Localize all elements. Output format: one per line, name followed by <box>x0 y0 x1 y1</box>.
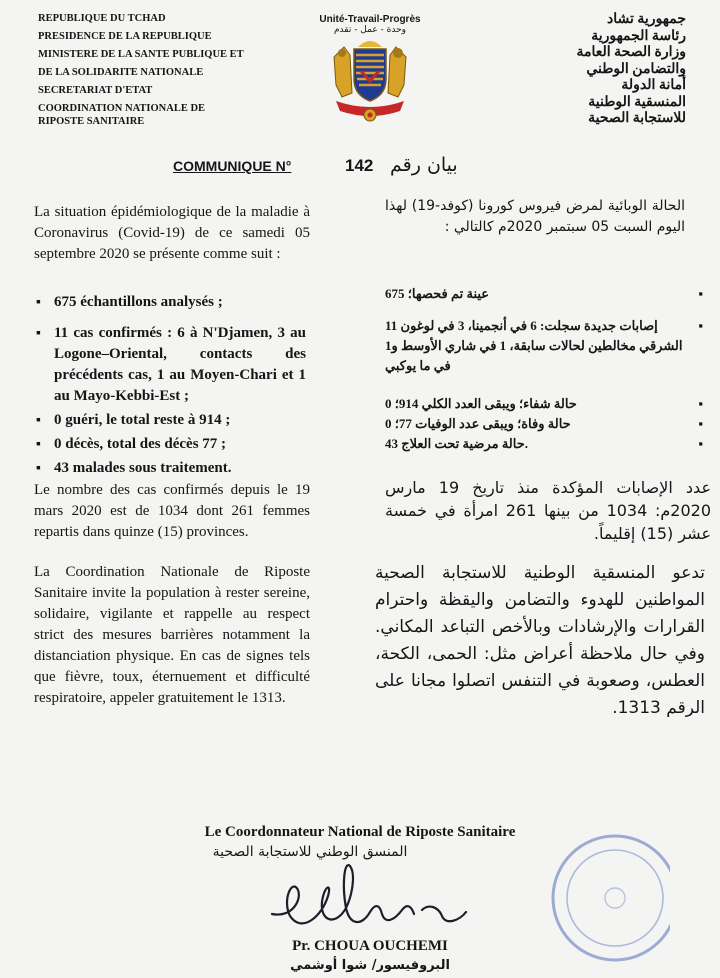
list-item: ▪ 0 guéri, le total reste à 914 ; <box>34 410 306 431</box>
list-item: ▪ 11 إصابات جديدة سجلت: 6 في أنجمينا، 3 في لوغون الشرقي مخالطين لحالات سابقة، 1 في شاري الأوسط و1 في ما يوكبي <box>385 316 703 376</box>
signatory-title-ar: المنسق الوطني للاستجابة الصحية <box>212 844 408 860</box>
header-fr-line: SECRETARIAT D'ETAT <box>38 85 153 97</box>
list-item: ▪ 11 cas confirmés : 6 à N'Djamen, 3 au Logone–Oriental, contacts des précédents cas, 1 au Moyen-Chari et 1 au Mayo-Kebbi-Est ; <box>34 323 306 407</box>
communique-number: 142 <box>345 156 374 175</box>
ar-intro: الحالة الوبائية لمرض فيروس كورونا (كوفد-19) لهذا اليوم السبت 05 سبتمبر 2020م كالتالي : <box>385 198 685 235</box>
signatory-title: Le Coordonnateur National de Riposte Sanitaire <box>204 824 516 840</box>
header-ar-line: رئاسة الجمهورية <box>591 28 686 44</box>
fr-appeal: La Coordination Nationale de Riposte Sanitaire invite la population à rester sereine, solidaire, vigilante et rappelle au respect strict des mesures barrières notamment la distanciation physique. En cas de signes tels que fièvre, toux, éternuement et difficulté respiratoire, appeler gratuitement le 1313. <box>34 564 310 706</box>
fr-stats-list <box>34 292 306 482</box>
fr-intro: La situation épidémiologique de la maladie à Coronavirus (Covid-19) de ce samedi 05 septembre 2020 se présente comme suit : <box>34 204 310 262</box>
header-fr-line: COORDINATION NATIONALE DE <box>38 103 206 115</box>
signatory-name-ar: البروفيسور/ شوا أوشمي <box>290 958 450 973</box>
list-item: ▪ 0 حالة وفاة؛ ويبقى عدد الوفيات 77؛ <box>385 414 703 434</box>
signatory-name: Pr. CHOUA OUCHEMI <box>292 938 448 954</box>
header-fr-line: REPUBLIQUE DU TCHAD <box>38 13 166 24</box>
ar-stats-list <box>385 284 703 454</box>
motto-fr: Unité-Travail-Progrès <box>319 14 421 25</box>
list-item: ▪ 0 حالة شفاء؛ ويبقى العدد الكلي 914؛ <box>385 394 703 414</box>
fr-total-cases: Le nombre des cas confirmés depuis le 19 mars 2020 est de 1034 dont 261 femmes repartis dans quinze (15) provinces. <box>34 482 310 540</box>
header-fr-line: MINISTERE DE LA SANTE PUBLIQUE ET <box>38 49 244 61</box>
header-ar-line: المنسقية الوطنية <box>588 94 686 110</box>
official-stamp-icon <box>540 820 670 970</box>
list-item: ▪ 675 échantillons analysés ; <box>34 292 306 313</box>
header-ar-line: والتضامن الوطني <box>586 61 686 77</box>
handwritten-signature <box>262 856 472 940</box>
header-ar-line: وزارة الصحة العامة <box>576 45 686 61</box>
header-fr-line: DE LA SOLIDARITE NATIONALE <box>38 67 204 79</box>
header-french <box>38 14 288 135</box>
communique-title <box>0 152 720 182</box>
header-arabic <box>501 12 686 128</box>
list-item: ▪ 43 malades sous traitement. <box>34 458 306 479</box>
coat-of-arms <box>300 14 440 130</box>
header-ar-line: أمانة الدولة <box>621 78 686 94</box>
list-item: ▪ 43 حالة مرضية تحت العلاج. <box>385 434 703 454</box>
list-item: ▪ 0 décès, total des décès 77 ; <box>34 434 306 455</box>
ar-total-cases: عدد الإصابات المؤكدة منذ تاريخ 19 مارس 2020م: 1034 من بينها 261 امرأة في خمسة عشر (15) إقليماً. <box>385 478 712 543</box>
motto-ar: وحدة - عمل - تقدم <box>333 25 407 35</box>
header-fr-line: RIPOSTE SANITAIRE <box>38 115 145 127</box>
ar-appeal: تدعو المنسقية الوطنية للاستجابة الصحية المواطنين للهدوء والتضامن واليقظة واحترام القرارات والإرشادات وبالأخص التباعد المكاني. وفي حال ملاحظة أعراض مثل: الحمى، الكحة، العطس، وصعوبة في التنفس اتصلوا مجانا على الرقم 1313. <box>375 563 705 718</box>
communique-label: COMMUNIQUE N° <box>173 158 292 174</box>
header-fr-line: PRESIDENCE DE LA REPUBLIQUE <box>38 31 212 43</box>
communique-label-ar: بيان رقم <box>390 154 458 176</box>
coat-of-arms-icon <box>328 37 412 125</box>
header-ar-line: جمهورية تشاد <box>607 12 686 27</box>
list-item: ▪ 675 عينة تم فحصها؛ <box>385 284 703 304</box>
header-ar-line: للاستجابة الصحية <box>588 111 686 127</box>
